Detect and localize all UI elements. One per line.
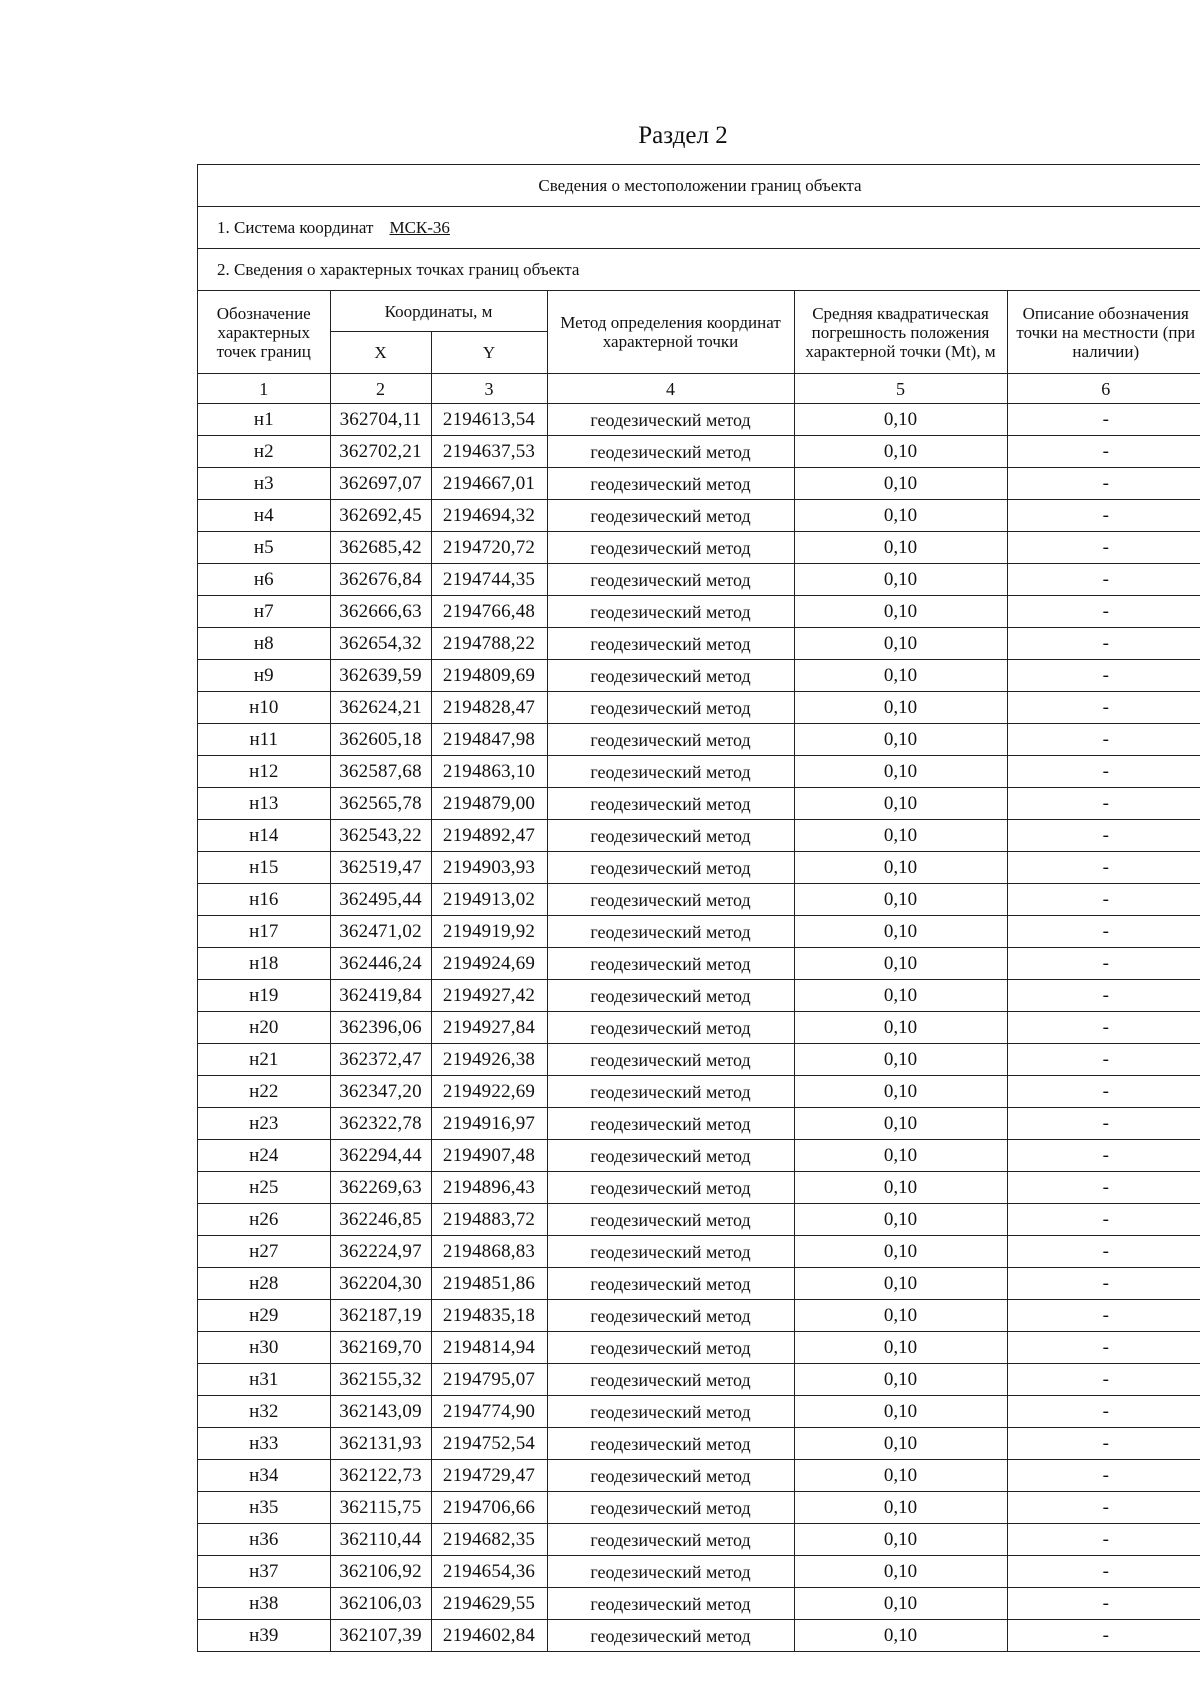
table-row: [198, 948, 1200, 980]
y-coordinate-cell: 2194788,22: [431, 628, 547, 660]
col-header-y: Y: [431, 332, 547, 374]
table-row: [198, 1620, 1200, 1652]
point-name-cell: н21: [198, 1044, 330, 1076]
y-coordinate-cell: 2194879,00: [431, 788, 547, 820]
y-coordinate-cell: 2194922,69: [431, 1076, 547, 1108]
method-cell: геодезический метод: [547, 1044, 794, 1076]
accuracy-cell: 0,10: [794, 500, 1007, 532]
y-coordinate-cell: 2194613,54: [431, 404, 547, 436]
description-cell: -: [1007, 532, 1200, 564]
method-cell: геодезический метод: [547, 724, 794, 756]
description-cell: -: [1007, 1332, 1200, 1364]
y-coordinate-cell: 2194814,94: [431, 1332, 547, 1364]
y-coordinate-cell: 2194927,42: [431, 980, 547, 1012]
x-coordinate-cell: 362372,47: [330, 1044, 431, 1076]
point-name-cell: н35: [198, 1492, 330, 1524]
accuracy-cell: 0,10: [794, 1140, 1007, 1172]
point-name-cell: н15: [198, 852, 330, 884]
method-cell: геодезический метод: [547, 468, 794, 500]
table-row: [198, 596, 1200, 628]
y-coordinate-cell: 2194629,55: [431, 1588, 547, 1620]
point-name-cell: н27: [198, 1236, 330, 1268]
description-cell: -: [1007, 724, 1200, 756]
method-cell: геодезический метод: [547, 1268, 794, 1300]
x-coordinate-cell: 362704,11: [330, 404, 431, 436]
x-coordinate-cell: 362624,21: [330, 692, 431, 724]
method-cell: геодезический метод: [547, 1364, 794, 1396]
method-cell: геодезический метод: [547, 980, 794, 1012]
point-name-cell: н28: [198, 1268, 330, 1300]
accuracy-cell: 0,10: [794, 1556, 1007, 1588]
x-coordinate-cell: 362471,02: [330, 916, 431, 948]
x-coordinate-cell: 362204,30: [330, 1268, 431, 1300]
description-cell: -: [1007, 404, 1200, 436]
table-row: [198, 1204, 1200, 1236]
x-coordinate-cell: 362565,78: [330, 788, 431, 820]
table-header-row: [198, 291, 1200, 332]
method-cell: геодезический метод: [547, 1524, 794, 1556]
y-coordinate-cell: 2194926,38: [431, 1044, 547, 1076]
point-name-cell: н19: [198, 980, 330, 1012]
method-cell: геодезический метод: [547, 1012, 794, 1044]
table-row: [198, 820, 1200, 852]
x-coordinate-cell: 362639,59: [330, 660, 431, 692]
point-name-cell: н7: [198, 596, 330, 628]
method-cell: геодезический метод: [547, 1140, 794, 1172]
table-row: [198, 404, 1200, 436]
accuracy-cell: 0,10: [794, 1076, 1007, 1108]
point-name-cell: н4: [198, 500, 330, 532]
method-cell: геодезический метод: [547, 1236, 794, 1268]
point-name-cell: н17: [198, 916, 330, 948]
accuracy-cell: 0,10: [794, 1044, 1007, 1076]
boundary-info-form: [197, 164, 1200, 1652]
description-cell: -: [1007, 1524, 1200, 1556]
point-name-cell: н26: [198, 1204, 330, 1236]
accuracy-cell: 0,10: [794, 1620, 1007, 1652]
column-number: 3: [431, 374, 547, 404]
method-cell: геодезический метод: [547, 756, 794, 788]
x-coordinate-cell: 362246,85: [330, 1204, 431, 1236]
x-coordinate-cell: 362294,44: [330, 1140, 431, 1172]
y-coordinate-cell: 2194729,47: [431, 1460, 547, 1492]
table-row: [198, 1524, 1200, 1556]
x-coordinate-cell: 362143,09: [330, 1396, 431, 1428]
point-name-cell: н9: [198, 660, 330, 692]
column-number: 4: [547, 374, 794, 404]
table-row: [198, 852, 1200, 884]
table-row: [198, 628, 1200, 660]
accuracy-cell: 0,10: [794, 532, 1007, 564]
description-cell: -: [1007, 1108, 1200, 1140]
point-name-cell: н30: [198, 1332, 330, 1364]
y-coordinate-cell: 2194863,10: [431, 756, 547, 788]
method-cell: геодезический метод: [547, 660, 794, 692]
y-coordinate-cell: 2194892,47: [431, 820, 547, 852]
table-row: [198, 1012, 1200, 1044]
x-coordinate-cell: 362419,84: [330, 980, 431, 1012]
form-header: Сведения о местоположении границ объекта: [198, 164, 1200, 206]
method-cell: геодезический метод: [547, 1620, 794, 1652]
accuracy-cell: 0,10: [794, 436, 1007, 468]
y-coordinate-cell: 2194828,47: [431, 692, 547, 724]
accuracy-cell: 0,10: [794, 1108, 1007, 1140]
table-row: [198, 1108, 1200, 1140]
x-coordinate-cell: 362122,73: [330, 1460, 431, 1492]
col-header-coordinates: Координаты, м: [330, 291, 547, 332]
method-cell: геодезический метод: [547, 1108, 794, 1140]
table-row: [198, 1076, 1200, 1108]
method-cell: геодезический метод: [547, 532, 794, 564]
point-name-cell: н12: [198, 756, 330, 788]
description-cell: -: [1007, 1012, 1200, 1044]
point-name-cell: н14: [198, 820, 330, 852]
description-cell: -: [1007, 1076, 1200, 1108]
description-cell: -: [1007, 1364, 1200, 1396]
description-cell: -: [1007, 1044, 1200, 1076]
accuracy-cell: 0,10: [794, 1396, 1007, 1428]
description-cell: -: [1007, 692, 1200, 724]
table-row: [198, 468, 1200, 500]
description-cell: -: [1007, 660, 1200, 692]
y-coordinate-cell: 2194907,48: [431, 1140, 547, 1172]
x-coordinate-cell: 362446,24: [330, 948, 431, 980]
x-coordinate-cell: 362697,07: [330, 468, 431, 500]
accuracy-cell: 0,10: [794, 1428, 1007, 1460]
description-cell: -: [1007, 948, 1200, 980]
table-row: [198, 1428, 1200, 1460]
description-cell: -: [1007, 1396, 1200, 1428]
point-name-cell: н8: [198, 628, 330, 660]
method-cell: геодезический метод: [547, 852, 794, 884]
accuracy-cell: 0,10: [794, 820, 1007, 852]
method-cell: геодезический метод: [547, 1492, 794, 1524]
column-number: 6: [1007, 374, 1200, 404]
description-cell: -: [1007, 1620, 1200, 1652]
x-coordinate-cell: 362107,39: [330, 1620, 431, 1652]
description-cell: -: [1007, 628, 1200, 660]
accuracy-cell: 0,10: [794, 564, 1007, 596]
y-coordinate-cell: 2194847,98: [431, 724, 547, 756]
y-coordinate-cell: 2194883,72: [431, 1204, 547, 1236]
point-name-cell: н13: [198, 788, 330, 820]
method-cell: геодезический метод: [547, 628, 794, 660]
point-name-cell: н38: [198, 1588, 330, 1620]
point-name-cell: н18: [198, 948, 330, 980]
column-number: 1: [198, 374, 330, 404]
table-row: [198, 884, 1200, 916]
table-row: [198, 532, 1200, 564]
method-cell: геодезический метод: [547, 596, 794, 628]
table-row: [198, 1588, 1200, 1620]
method-cell: геодезический метод: [547, 788, 794, 820]
point-name-cell: н33: [198, 1428, 330, 1460]
accuracy-cell: 0,10: [794, 1236, 1007, 1268]
point-name-cell: н5: [198, 532, 330, 564]
point-name-cell: н25: [198, 1172, 330, 1204]
table-row: [198, 1300, 1200, 1332]
table-row: [198, 1396, 1200, 1428]
x-coordinate-cell: 362685,42: [330, 532, 431, 564]
table-row: [198, 1044, 1200, 1076]
y-coordinate-cell: 2194654,36: [431, 1556, 547, 1588]
accuracy-cell: 0,10: [794, 1524, 1007, 1556]
col-header-point-name: Обозначение характерных точек границ: [198, 291, 330, 374]
y-coordinate-cell: 2194744,35: [431, 564, 547, 596]
description-cell: -: [1007, 756, 1200, 788]
description-cell: -: [1007, 1300, 1200, 1332]
x-coordinate-cell: 362666,63: [330, 596, 431, 628]
description-cell: -: [1007, 1428, 1200, 1460]
table-row: [198, 660, 1200, 692]
point-name-cell: н23: [198, 1108, 330, 1140]
description-cell: -: [1007, 980, 1200, 1012]
description-cell: -: [1007, 468, 1200, 500]
y-coordinate-cell: 2194795,07: [431, 1364, 547, 1396]
method-cell: геодезический метод: [547, 1428, 794, 1460]
description-cell: -: [1007, 916, 1200, 948]
x-coordinate-cell: 362155,32: [330, 1364, 431, 1396]
accuracy-cell: 0,10: [794, 1172, 1007, 1204]
table-row: [198, 1236, 1200, 1268]
description-cell: -: [1007, 1204, 1200, 1236]
x-coordinate-cell: 362322,78: [330, 1108, 431, 1140]
description-cell: -: [1007, 1460, 1200, 1492]
description-cell: -: [1007, 820, 1200, 852]
y-coordinate-cell: 2194919,92: [431, 916, 547, 948]
accuracy-cell: 0,10: [794, 724, 1007, 756]
table-row: [198, 724, 1200, 756]
table-row: [198, 756, 1200, 788]
point-name-cell: н31: [198, 1364, 330, 1396]
table-row: [198, 1172, 1200, 1204]
x-coordinate-cell: 362347,20: [330, 1076, 431, 1108]
point-name-cell: н3: [198, 468, 330, 500]
point-name-cell: н34: [198, 1460, 330, 1492]
accuracy-cell: 0,10: [794, 1364, 1007, 1396]
boundary-points-table: [198, 290, 1200, 1652]
accuracy-cell: 0,10: [794, 692, 1007, 724]
description-cell: -: [1007, 788, 1200, 820]
col-header-accuracy: Средняя квадратическая погрешность положения характерной точки (Mt), м: [794, 291, 1007, 374]
accuracy-cell: 0,10: [794, 1460, 1007, 1492]
x-coordinate-cell: 362224,97: [330, 1236, 431, 1268]
point-name-cell: н6: [198, 564, 330, 596]
point-name-cell: н2: [198, 436, 330, 468]
point-name-cell: н39: [198, 1620, 330, 1652]
method-cell: геодезический метод: [547, 564, 794, 596]
y-coordinate-cell: 2194752,54: [431, 1428, 547, 1460]
description-cell: -: [1007, 1268, 1200, 1300]
description-cell: -: [1007, 1588, 1200, 1620]
accuracy-cell: 0,10: [794, 1012, 1007, 1044]
accuracy-cell: 0,10: [794, 1204, 1007, 1236]
description-cell: -: [1007, 436, 1200, 468]
x-coordinate-cell: 362495,44: [330, 884, 431, 916]
description-cell: -: [1007, 884, 1200, 916]
x-coordinate-cell: 362692,45: [330, 500, 431, 532]
table-row: [198, 1332, 1200, 1364]
x-coordinate-cell: 362519,47: [330, 852, 431, 884]
x-coordinate-cell: 362676,84: [330, 564, 431, 596]
method-cell: геодезический метод: [547, 884, 794, 916]
x-coordinate-cell: 362543,22: [330, 820, 431, 852]
table-row: [198, 1268, 1200, 1300]
method-cell: геодезический метод: [547, 1332, 794, 1364]
description-cell: -: [1007, 852, 1200, 884]
accuracy-cell: 0,10: [794, 884, 1007, 916]
accuracy-cell: 0,10: [794, 1300, 1007, 1332]
accuracy-cell: 0,10: [794, 596, 1007, 628]
col-header-x: X: [330, 332, 431, 374]
x-coordinate-cell: 362269,63: [330, 1172, 431, 1204]
method-cell: геодезический метод: [547, 1076, 794, 1108]
accuracy-cell: 0,10: [794, 1268, 1007, 1300]
column-number: 2: [330, 374, 431, 404]
point-name-cell: н22: [198, 1076, 330, 1108]
y-coordinate-cell: 2194667,01: [431, 468, 547, 500]
y-coordinate-cell: 2194694,32: [431, 500, 547, 532]
method-cell: геодезический метод: [547, 1588, 794, 1620]
y-coordinate-cell: 2194851,86: [431, 1268, 547, 1300]
section-title: Раздел 2: [638, 122, 728, 149]
table-row: [198, 500, 1200, 532]
point-name-cell: н1: [198, 404, 330, 436]
y-coordinate-cell: 2194924,69: [431, 948, 547, 980]
table-row: [198, 1460, 1200, 1492]
point-name-cell: н20: [198, 1012, 330, 1044]
y-coordinate-cell: 2194916,97: [431, 1108, 547, 1140]
points-section-title: 2. Сведения о характерных точках границ объекта: [198, 248, 1200, 290]
y-coordinate-cell: 2194835,18: [431, 1300, 547, 1332]
method-cell: геодезический метод: [547, 1300, 794, 1332]
accuracy-cell: 0,10: [794, 852, 1007, 884]
description-cell: -: [1007, 1172, 1200, 1204]
table-row: [198, 436, 1200, 468]
method-cell: геодезический метод: [547, 436, 794, 468]
column-number-row: [198, 374, 1200, 404]
description-cell: -: [1007, 500, 1200, 532]
table-row: [198, 1556, 1200, 1588]
x-coordinate-cell: 362702,21: [330, 436, 431, 468]
table-row: [198, 788, 1200, 820]
x-coordinate-cell: 362115,75: [330, 1492, 431, 1524]
point-name-cell: н29: [198, 1300, 330, 1332]
y-coordinate-cell: 2194602,84: [431, 1620, 547, 1652]
y-coordinate-cell: 2194903,93: [431, 852, 547, 884]
point-name-cell: н36: [198, 1524, 330, 1556]
method-cell: геодезический метод: [547, 948, 794, 980]
y-coordinate-cell: 2194766,48: [431, 596, 547, 628]
point-name-cell: н32: [198, 1396, 330, 1428]
x-coordinate-cell: 362605,18: [330, 724, 431, 756]
coordinate-system-label: 1. Система координат: [217, 217, 374, 237]
x-coordinate-cell: 362396,06: [330, 1012, 431, 1044]
y-coordinate-cell: 2194868,83: [431, 1236, 547, 1268]
description-cell: -: [1007, 564, 1200, 596]
accuracy-cell: 0,10: [794, 468, 1007, 500]
x-coordinate-cell: 362187,19: [330, 1300, 431, 1332]
y-coordinate-cell: 2194774,90: [431, 1396, 547, 1428]
method-cell: геодезический метод: [547, 1556, 794, 1588]
col-header-description: Описание обозначения точки на местности (при наличии): [1007, 291, 1200, 374]
point-name-cell: н37: [198, 1556, 330, 1588]
description-cell: -: [1007, 1556, 1200, 1588]
table-row: [198, 980, 1200, 1012]
accuracy-cell: 0,10: [794, 1492, 1007, 1524]
y-coordinate-cell: 2194809,69: [431, 660, 547, 692]
table-row: [198, 1492, 1200, 1524]
x-coordinate-cell: 362587,68: [330, 756, 431, 788]
y-coordinate-cell: 2194913,02: [431, 884, 547, 916]
accuracy-cell: 0,10: [794, 660, 1007, 692]
accuracy-cell: 0,10: [794, 788, 1007, 820]
description-cell: -: [1007, 1492, 1200, 1524]
table-row: [198, 916, 1200, 948]
point-name-cell: н16: [198, 884, 330, 916]
x-coordinate-cell: 362654,32: [330, 628, 431, 660]
description-cell: -: [1007, 1140, 1200, 1172]
x-coordinate-cell: 362106,03: [330, 1588, 431, 1620]
point-name-cell: н10: [198, 692, 330, 724]
table-row: [198, 1140, 1200, 1172]
accuracy-cell: 0,10: [794, 916, 1007, 948]
method-cell: геодезический метод: [547, 500, 794, 532]
description-cell: -: [1007, 596, 1200, 628]
x-coordinate-cell: 362106,92: [330, 1556, 431, 1588]
accuracy-cell: 0,10: [794, 980, 1007, 1012]
point-name-cell: н11: [198, 724, 330, 756]
y-coordinate-cell: 2194896,43: [431, 1172, 547, 1204]
x-coordinate-cell: 362110,44: [330, 1524, 431, 1556]
x-coordinate-cell: 362169,70: [330, 1332, 431, 1364]
method-cell: геодезический метод: [547, 916, 794, 948]
y-coordinate-cell: 2194927,84: [431, 1012, 547, 1044]
accuracy-cell: 0,10: [794, 1332, 1007, 1364]
table-row: [198, 1364, 1200, 1396]
column-number: 5: [794, 374, 1007, 404]
accuracy-cell: 0,10: [794, 404, 1007, 436]
method-cell: геодезический метод: [547, 820, 794, 852]
y-coordinate-cell: 2194706,66: [431, 1492, 547, 1524]
method-cell: геодезический метод: [547, 1396, 794, 1428]
method-cell: геодезический метод: [547, 1172, 794, 1204]
accuracy-cell: 0,10: [794, 628, 1007, 660]
x-coordinate-cell: 362131,93: [330, 1428, 431, 1460]
y-coordinate-cell: 2194682,35: [431, 1524, 547, 1556]
method-cell: геодезический метод: [547, 1204, 794, 1236]
y-coordinate-cell: 2194637,53: [431, 436, 547, 468]
accuracy-cell: 0,10: [794, 1588, 1007, 1620]
coordinate-system-row: [198, 206, 1200, 248]
coordinate-system-value: МСК-36: [389, 217, 450, 237]
col-header-method: Метод определения координат характерной точки: [547, 291, 794, 374]
accuracy-cell: 0,10: [794, 948, 1007, 980]
accuracy-cell: 0,10: [794, 756, 1007, 788]
method-cell: геодезический метод: [547, 1460, 794, 1492]
method-cell: геодезический метод: [547, 692, 794, 724]
method-cell: геодезический метод: [547, 404, 794, 436]
y-coordinate-cell: 2194720,72: [431, 532, 547, 564]
point-name-cell: н24: [198, 1140, 330, 1172]
table-row: [198, 564, 1200, 596]
table-row: [198, 692, 1200, 724]
description-cell: -: [1007, 1236, 1200, 1268]
